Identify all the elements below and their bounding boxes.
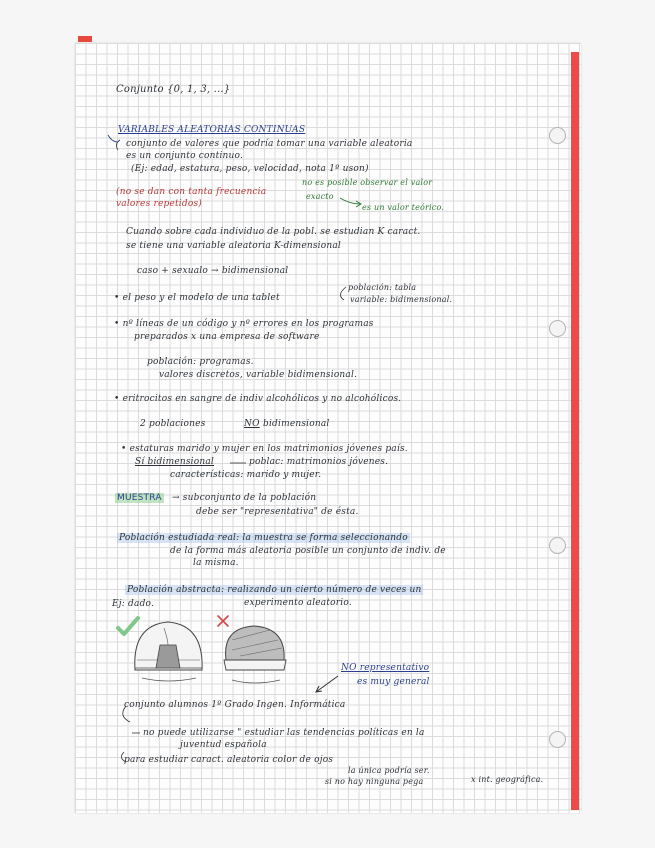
note-line: variable: bidimensional. (350, 295, 453, 304)
note-line: Población estudiada real: la muestra se forma seleccionando (119, 533, 408, 543)
note-line: debe ser "representativa" de ésta. (196, 507, 359, 517)
sample-drawing-non-representative (224, 626, 286, 683)
note-line: 2 poblaciones (140, 419, 206, 429)
note-line: la única podría ser. (348, 766, 430, 775)
note-line: conjunto de valores que podría tomar una variable aleatoria (126, 139, 413, 149)
section-heading-sample: MUESTRA (117, 493, 162, 503)
note-line: para estudiar caract. aleatoria color de ojos (124, 755, 334, 765)
annotation-red: (no se dan con tanta frecuencia (116, 187, 267, 197)
annotation-green: no es posible observar el valor (302, 178, 433, 187)
sample-drawing-representative (135, 622, 202, 681)
note-line: no puede utilizarse " estudiar las tendencias políticas en la (143, 728, 425, 738)
note-line: se tiene una variable aleatoria K-dimensional (126, 241, 341, 251)
set-notation-line: Conjunto {0, 1, 3, ...} (116, 84, 231, 95)
note-line: de la forma más aleatoria posible un conjunto de indiv. de (170, 546, 446, 556)
annotation-red: valores repetidos) (116, 199, 202, 209)
annotation-blue: NO representativo (341, 663, 430, 673)
note-line: poblac: matrimonios jóvenes. (249, 457, 389, 467)
note-line: • el peso y el modelo de una tablet (114, 293, 280, 303)
annotation-green: exacto (306, 192, 334, 201)
note-line: caso + sexualo → bidimensional (137, 266, 289, 276)
note-line: Cuando sobre cada individuo de la pobl. se estudian K caract. (126, 227, 421, 237)
note-line: conjunto alumnos 1º Grado Ingen. Informática (124, 700, 346, 710)
note-line: experimento aleatorio. (244, 598, 352, 608)
section-heading-continuous: VARIABLES ALEATORIAS CONTINUAS (118, 125, 306, 135)
cross-icon (218, 616, 228, 626)
note-line: x int. geográfica. (471, 775, 544, 784)
note-line: (Ej: edad, estatura, peso, velocidad, nota 1º uson) (131, 164, 369, 174)
note-line: • eritrocitos en sangre de indiv alcohólicos y no alcohólicos. (114, 394, 402, 404)
note-line: la misma. (193, 558, 239, 568)
note-line: Sí bidimensional (135, 457, 214, 467)
note-line: es un conjunto continuo. (126, 151, 244, 161)
annotation-blue: es muy general (357, 677, 430, 687)
note-line: características: marido y mujer. (170, 470, 322, 480)
note-line: bidimensional (263, 419, 330, 429)
note-line: • estaturas marido y mujer en los matrimonios jóvenes país. (121, 444, 408, 454)
note-line: Población abstracta: realizando un cierto número de veces un (127, 585, 422, 595)
note-line: población: tabla (348, 283, 417, 292)
note-line: preparados x una empresa de software (134, 332, 320, 342)
note-line: valores discretos, variable bidimensional. (159, 370, 358, 380)
note-line: si no hay ninguna pega (325, 777, 424, 786)
note-line: Ej: dado. (112, 599, 155, 609)
note-line: • nº líneas de un código y nº errores en los programas (114, 319, 374, 329)
note-line: juventud española (180, 740, 267, 750)
note-line: → subconjunto de la población (172, 493, 317, 503)
annotation-green: es un valor teórico. (362, 203, 445, 212)
checkmark-icon (118, 618, 138, 634)
note-line: NO (244, 419, 260, 429)
note-line: población: programas. (147, 357, 254, 367)
